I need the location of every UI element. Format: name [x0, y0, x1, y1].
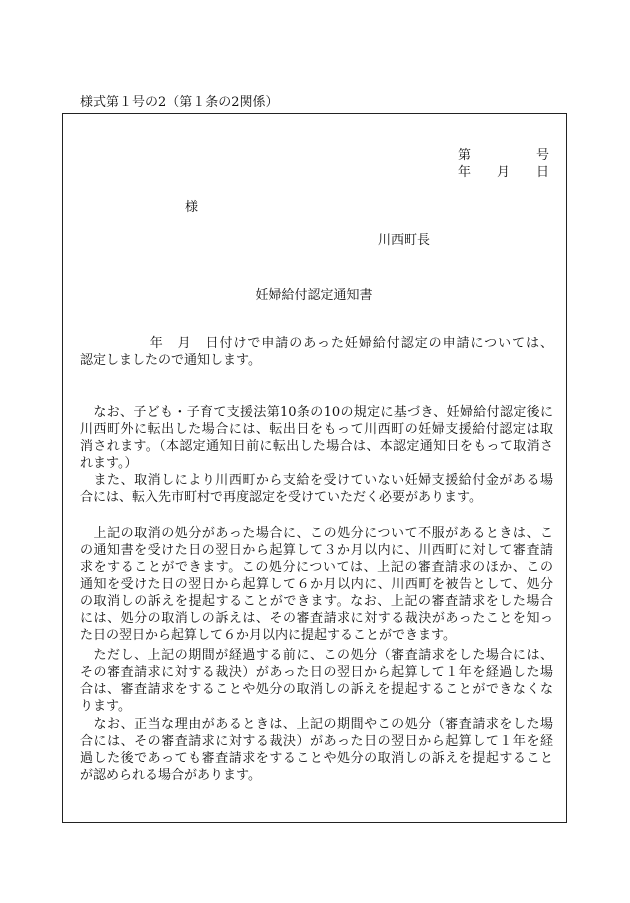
text-line: れます。） [80, 456, 138, 471]
text-line: なお、正当な理由があるときは、上記の期間やこの処分（審査請求をした場 [80, 717, 553, 732]
text-line: 合には、その審査請求に対する裁決）があった日の翌日から起算して１年を経 [80, 734, 553, 749]
addressee-suffix: 様 [185, 200, 199, 215]
text-line: の取消しの訴えを提起することができます。なお、上記の審査請求をした場合 [80, 594, 553, 609]
notice-paragraph-exception [80, 716, 553, 784]
text-line: 過した後であっても審査請求をすることや処分の取消しの訴えを提起すること [80, 751, 553, 766]
form-number-label: 様式第１号の2（第１条の2関係） [80, 95, 279, 110]
notice-number-date-block [458, 147, 553, 181]
notice-date-line: 年 月 日 [458, 165, 550, 180]
text-line: には、処分の取消しの訴えは、その審査請求に対する裁決があったことを知っ [80, 611, 553, 626]
text-line: の通知書を受けた日の翌日から起算して３か月以内に、川西町に対して審査請 [80, 543, 553, 558]
text-line: が認められる場合があります。 [80, 768, 261, 783]
text-line: 通知を受けた日の翌日から起算して６か月以内に、川西町を被告として、処分 [80, 577, 553, 592]
text-line: 年 月 日付けで申請のあった妊婦給付認定の申請については、 [80, 336, 553, 351]
issuer-name: 川西町長 [378, 233, 431, 248]
text-line: 求をすることができます。この処分については、上記の審査請求のほか、この [80, 560, 553, 575]
text-line: その審査請求に対する裁決）があった日の翌日から起算して１年を経過した場 [80, 665, 553, 680]
text-line: ります。 [80, 699, 131, 714]
text-line: ただし、上記の期間が経過する前に、この処分（審査請求をした場合には、 [80, 648, 553, 663]
text-line: 合には、転入先市町村で再度認定を受けていただく必要があります。 [80, 490, 482, 505]
text-line: 川西町外に転出した場合には、転出日をもって川西町の妊婦支援給付認定は取 [80, 422, 553, 437]
notice-number-line: 第 号 [458, 148, 550, 163]
text-line: また、取消しにより川西町から支給を受けていない妊婦支援給付金がある場 [80, 473, 553, 488]
text-line: 認定しましたので通知します。 [80, 353, 261, 368]
notice-paragraph-relocation [80, 404, 553, 472]
notice-paragraph-approval [80, 335, 553, 369]
notice-title: 妊婦給付認定通知書 [255, 288, 373, 303]
text-line: た日の翌日から起算して６か月以内に提起することができます。 [80, 628, 456, 643]
text-line: 上記の取消の処分があった場合に、この処分について不服があるときは、こ [80, 526, 553, 541]
text-line: 消されます。（本認定通知日前に転出した場合は、本認定通知日をもって取消さ [80, 439, 553, 454]
text-line: なお、子ども・子育て支援法第10条の10の規定に基づき、妊婦給付認定後に [80, 405, 553, 420]
notice-paragraph-reapplication [80, 472, 553, 506]
text-line: 合は、審査請求をすることや処分の取消しの訴えを提起することができなくな [80, 682, 553, 697]
notice-paragraph-appeal [80, 525, 553, 644]
notice-paragraph-time-limit [80, 647, 553, 715]
